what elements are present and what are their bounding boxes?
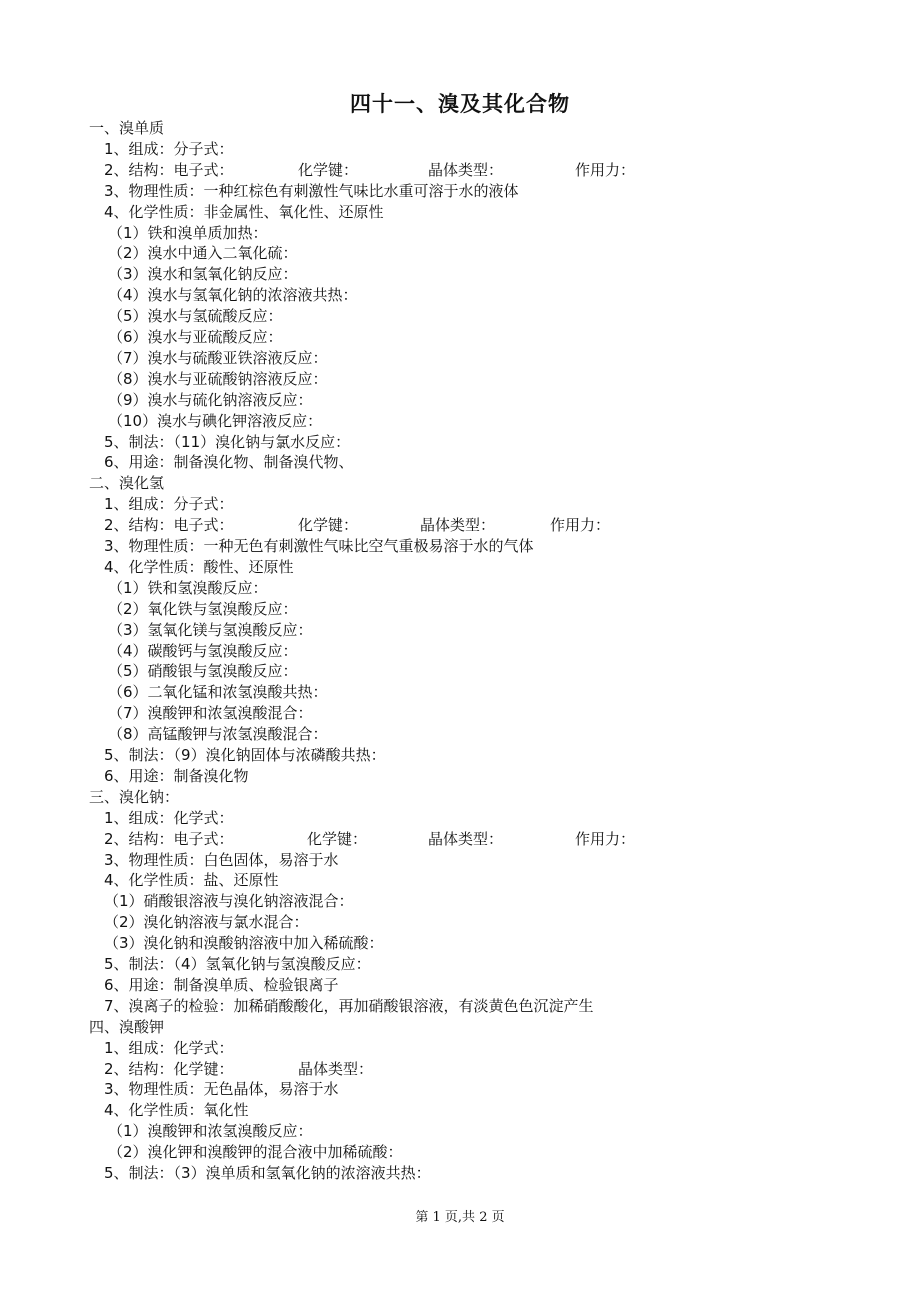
- page-title: 四十一、溴及其化合物: [350, 92, 570, 116]
- text-line: [104, 745, 386, 766]
- field-label: 晶体类型：: [420, 516, 496, 535]
- line-text: （1）溴酸钾和浓氢溴酸反应：: [108, 1122, 313, 1141]
- line-text: （5）硝酸银与氢溴酸反应：: [108, 662, 298, 681]
- text-line: [104, 536, 534, 557]
- field-label: 化学键：: [307, 829, 368, 848]
- line-text: （4）碳酸钙与氢溴酸反应：: [108, 641, 298, 660]
- line-text: 5、制法：（4）氢氧化钠与氢溴酸反应：: [104, 955, 371, 973]
- text-line: [104, 432, 350, 453]
- text-line: [104, 808, 234, 829]
- line-text: 6、用途：制备溴化物: [104, 766, 249, 785]
- field-label: 化学键：: [298, 516, 359, 535]
- text-line: [108, 641, 298, 662]
- line-text: 4、化学性质：氧化性: [104, 1101, 249, 1120]
- text-line: [108, 578, 268, 599]
- text-line: [108, 369, 328, 390]
- text-line: [104, 891, 354, 912]
- line-text: 3、物理性质：一种无色有刺激性气味比空气重极易溶于水的气体: [104, 537, 534, 555]
- line-text: （8）高锰酸钾与浓氢溴酸混合：: [108, 725, 328, 744]
- text-line: [104, 1059, 374, 1080]
- line-text: 3、物理性质：一种红棕色有刺激性气味比水重可溶于水的液体: [104, 181, 519, 200]
- line-text: （1）铁和溴单质加热：: [108, 223, 268, 242]
- line-text: （1）硝酸银溶液与溴化钠溶液混合：: [104, 892, 354, 911]
- section-heading: [89, 1017, 164, 1038]
- text-line: [108, 390, 313, 411]
- line-text: 2、结构：电子式：: [104, 829, 234, 848]
- line-text: （3）氢氧化镁与氢溴酸反应：: [108, 620, 313, 639]
- line-text: 1、组成：化学式：: [104, 808, 234, 827]
- line-text: 三、溴化钠：: [89, 787, 180, 806]
- line-text: 5、制法：（9）溴化钠固体与浓磷酸共热：: [104, 746, 386, 764]
- text-line: [104, 452, 354, 473]
- line-text: （7）溴酸钾和浓氢溴酸混合：: [108, 704, 313, 723]
- line-text: （2）溴化钠溶液与氯水混合：: [104, 913, 309, 932]
- text-line: [104, 975, 339, 996]
- line-text: （2）溴水中通入二氧化硫：: [108, 244, 298, 263]
- line-text: 2、结构：电子式：: [104, 516, 234, 535]
- text-line: [108, 411, 322, 432]
- page-footer: 第 1 页,共 2 页: [415, 1210, 505, 1225]
- line-text: （1）铁和氢溴酸反应：: [108, 578, 268, 597]
- text-line: [108, 1142, 403, 1163]
- line-text: （3）溴化钠和溴酸钠溶液中加入稀硫酸：: [104, 934, 384, 953]
- field-label: 晶体类型：: [298, 1059, 374, 1078]
- text-line: [108, 306, 283, 327]
- line-text: 7、溴离子的检验：加稀硝酸酸化，再加硝酸银溶液，有淡黄色色沉淀产生: [104, 996, 594, 1015]
- text-line: [108, 243, 298, 264]
- text-line: [108, 724, 328, 745]
- text-line: [104, 1079, 339, 1100]
- text-line: [104, 494, 234, 515]
- line-text: 一、溴单质: [89, 119, 165, 137]
- line-text: 6、用途：制备溴单质、检验银离子: [104, 975, 339, 994]
- line-text: 1、组成：分子式：: [104, 139, 234, 158]
- text-line: [104, 912, 309, 933]
- text-line: [104, 515, 611, 536]
- text-line: [104, 1038, 234, 1059]
- text-line: [104, 139, 234, 160]
- text-line: [104, 850, 339, 871]
- line-text: 4、化学性质：酸性、还原性: [104, 557, 294, 576]
- field-label: 晶体类型：: [428, 829, 504, 848]
- line-text: 二、溴化氢: [89, 474, 165, 493]
- line-text: （7）溴水与硫酸亚铁溶液反应：: [108, 348, 328, 367]
- text-line: [108, 223, 268, 244]
- line-text: （6）二氧化锰和浓氢溴酸共热：: [108, 683, 328, 702]
- text-line: [104, 766, 249, 787]
- line-text: （10）溴水与碘化钾溶液反应：: [108, 411, 323, 430]
- text-line: [108, 1121, 313, 1142]
- line-text: 1、组成：化学式：: [104, 1038, 234, 1057]
- line-text: 4、化学性质：盐、还原性: [104, 871, 279, 890]
- text-line: [108, 348, 328, 369]
- line-text: （6）溴水与亚硫酸反应：: [108, 328, 283, 346]
- line-text: 5、制法：（3）溴单质和氢氧化钠的浓溶液共热：: [104, 1164, 431, 1182]
- text-line: [104, 202, 384, 223]
- text-line: [108, 703, 313, 724]
- line-text: （9）溴水与硫化钠溶液反应：: [108, 390, 313, 409]
- text-line: [104, 557, 294, 578]
- text-line: [104, 829, 636, 850]
- field-label: 作用力：: [550, 516, 611, 535]
- field-label: 作用力：: [575, 829, 636, 848]
- line-text: 5、制法：（11）溴化钠与氯水反应：: [104, 432, 351, 451]
- section-heading: [89, 118, 164, 139]
- text-line: [104, 1163, 431, 1184]
- text-line: [108, 620, 313, 641]
- text-line: [108, 599, 298, 620]
- line-text: 3、物理性质：白色固体，易溶于水: [104, 850, 339, 869]
- text-line: [108, 264, 298, 285]
- line-text: 2、结构：电子式：: [104, 160, 234, 179]
- line-text: 6、用途：制备溴化物、制备溴代物、: [104, 453, 354, 472]
- line-text: （2）氧化铁与氢溴酸反应：: [108, 599, 298, 618]
- text-line: [108, 661, 298, 682]
- field-label: 作用力：: [575, 160, 636, 179]
- line-text: （3）溴水和氢氧化钠反应：: [108, 265, 298, 284]
- text-line: [108, 285, 358, 306]
- section-heading: [89, 787, 179, 808]
- line-text: 3、物理性质：无色晶体，易溶于水: [104, 1080, 339, 1099]
- text-line: [104, 870, 279, 891]
- text-line: [104, 181, 519, 202]
- line-text: （2）溴化钾和溴酸钾的混合液中加稀硫酸：: [108, 1143, 403, 1162]
- line-text: （8）溴水与亚硫酸钠溶液反应：: [108, 369, 328, 388]
- line-text: 四、溴酸钾: [89, 1017, 165, 1036]
- text-line: [108, 682, 328, 703]
- line-text: （5）溴水与氢硫酸反应：: [108, 307, 283, 326]
- line-text: （4）溴水与氢氧化钠的浓溶液共热：: [108, 286, 358, 305]
- text-line: [104, 160, 636, 181]
- field-label: 化学键：: [298, 160, 359, 179]
- section-heading: [89, 473, 164, 494]
- text-line: [104, 954, 371, 975]
- text-line: [108, 327, 283, 348]
- text-line: [104, 996, 594, 1017]
- field-label: 晶体类型：: [428, 160, 504, 179]
- line-text: 1、组成：分子式：: [104, 495, 234, 514]
- line-text: 4、化学性质：非金属性、氧化性、还原性: [104, 202, 384, 221]
- line-text: 2、结构：化学键：: [104, 1059, 234, 1078]
- text-line: [104, 1100, 249, 1121]
- text-line: [104, 933, 384, 954]
